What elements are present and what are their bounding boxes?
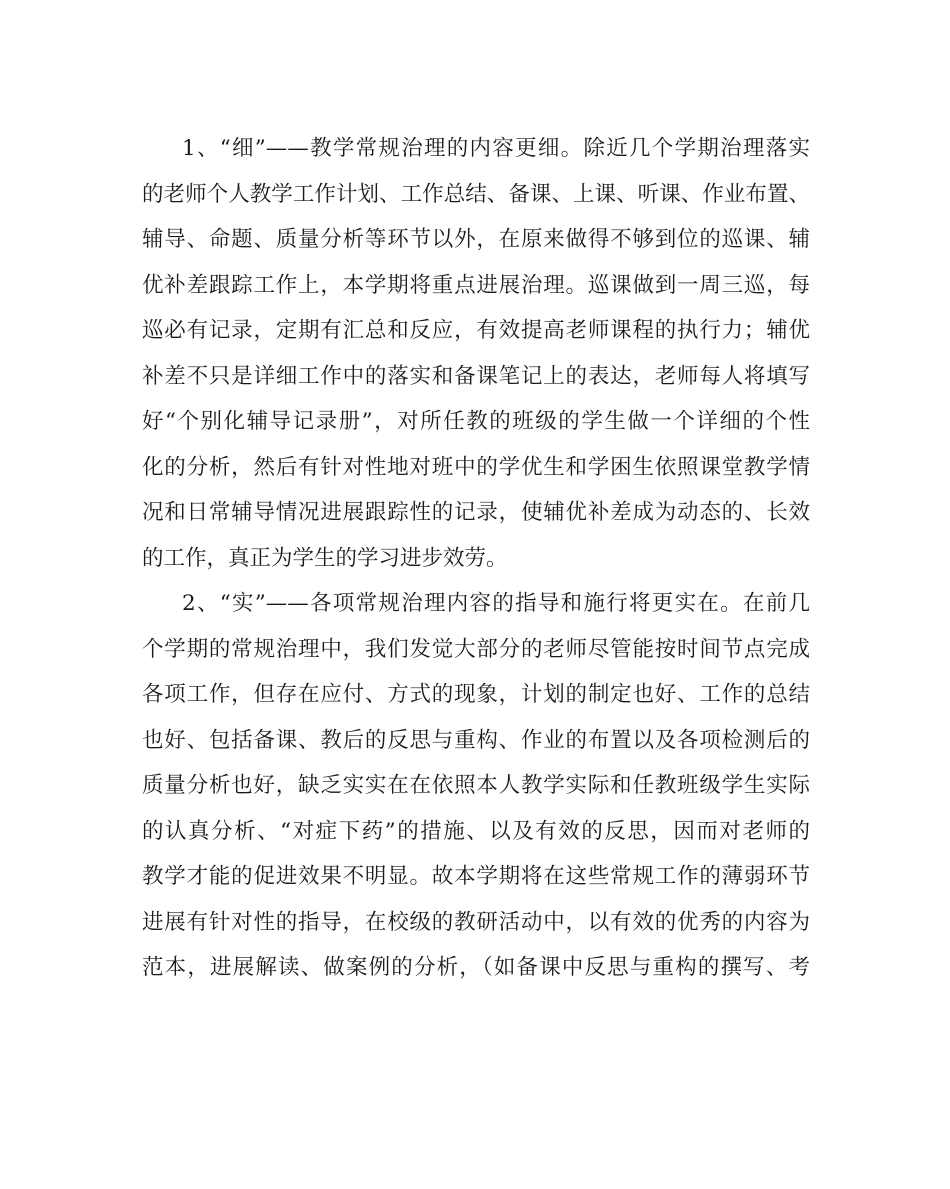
- text-line: 好“个别化辅导记录册”，对所任教的班级的学生做一个详细的个性: [142, 409, 810, 434]
- text-line: 补差不只是详细工作中的落实和备课笔记上的表达，老师每人将填写: [142, 363, 810, 389]
- text-line: 范本，进展解读、做案例的分析，（如备课中反思与重构的撰写、考: [142, 955, 810, 980]
- text-line: 的工作，真正为学生的学习进步效劳。: [142, 545, 508, 571]
- text-line: 的老师个人教学工作计划、工作总结、备课、上课、听课、作业布置、: [142, 181, 810, 207]
- text-line: 教学才能的促进效果不明显。故本学期将在这些常规工作的薄弱环节: [142, 864, 810, 889]
- paragraph-1: [142, 126, 810, 581]
- text-line: 况和日常辅导情况进展跟踪性的记录，使辅优补差成为动态的、长效: [142, 500, 810, 525]
- text-line: 质量分析也好，缺乏实实在在依照本人教学实际和任教班级学生实际: [142, 773, 810, 798]
- paragraph-2: [142, 581, 810, 991]
- text-line: 2、“实”——各项常规治理内容的指导和施行将更实在。在前几: [182, 591, 810, 616]
- text-line: 优补差跟踪工作上，本学期将重点进展治理。巡课做到一周三巡，每: [142, 272, 810, 298]
- text-line: 也好、包括备课、教后的反思与重构、作业的布置以及各项检测后的: [142, 727, 810, 753]
- text-line: 化的分析，然后有针对性地对班中的学优生和学困生依照课堂教学情: [142, 454, 810, 480]
- text-line: 各项工作，但存在应付、方式的现象，计划的制定也好、工作的总结: [142, 682, 810, 707]
- text-line: 辅导、命题、质量分析等环节以外，在原来做得不够到位的巡课、辅: [142, 227, 810, 252]
- text-line: 巡必有记录，定期有汇总和反应，有效提高老师课程的执行力；辅优: [142, 318, 810, 343]
- text-line: 的认真分析、“对症下药”的措施、以及有效的反思，因而对老师的: [142, 818, 810, 844]
- document-body: [142, 126, 810, 991]
- text-line: 个学期的常规治理中，我们发觉大部分的老师尽管能按时间节点完成: [142, 636, 810, 662]
- text-line: 1、“细”——教学常规治理的内容更细。除近几个学期治理落实: [182, 136, 810, 161]
- text-line: 进展有针对性的指导，在校级的教研活动中，以有效的优秀的内容为: [142, 909, 810, 935]
